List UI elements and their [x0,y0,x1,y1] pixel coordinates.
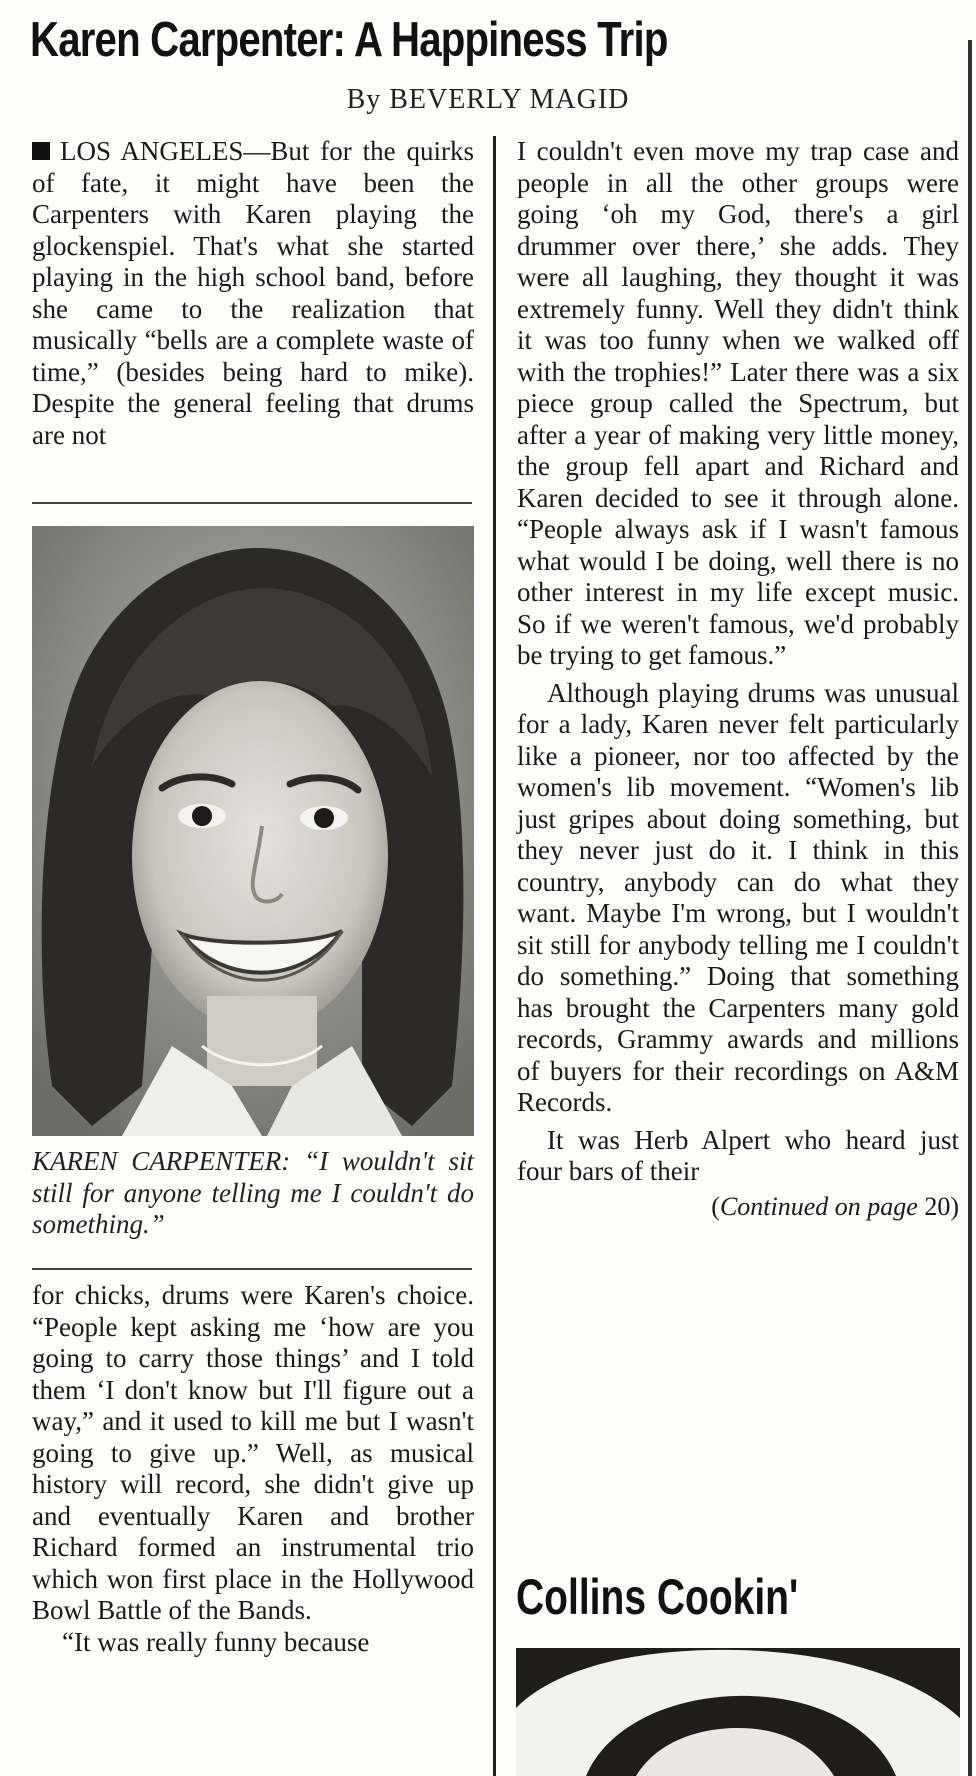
column-divider [493,136,496,1776]
karen-carpenter-photo [32,526,474,1136]
paragraph-womens-lib: Although playing drums was unusual for a lady, Karen never felt particularly like a pioneer, nor too affected by the women's lib movement. “Women's lib just gripes about doing something, but they never just do it. I think in this country, anybody can do what they want. Maybe I'm wrong, but I wouldn't sit still for anybody telling me I couldn't do something.” Doing that something has brought the Carpenters many gold records, Grammy awards and millions of buyers for their recordings on A&M Records. [517,677,959,1117]
next-article-headline: Collins Cookin' [516,1569,799,1625]
square-bullet-icon [32,142,50,160]
article-byline: By BEVERLY MAGID [346,84,630,115]
page-edge-rule [968,40,972,1776]
photo-caption: KAREN CARPENTER: “I wouldn't sit still for anyone telling me I couldn't do something.” [32,1146,474,1239]
lead-paragraph: LOS ANGELES—But for the quirks of fate, it might have been the Carpenters with Karen playing the glockenspiel. That's what she started playing in the high school band, before she came to the realization that musically “bells are a complete waste of time,” (besides being hard to mike). Despite the general feeling that drums are not [32,136,474,450]
article-headline: Karen Carpenter: A Happiness Trip [30,13,668,67]
paragraph-herb-alpert: It was Herb Alpert who heard just four bars of their [517,1124,959,1186]
paragraph-funny: “It was really funny because [62,1626,370,1657]
divider-below-caption [32,1268,472,1270]
paragraph-drums: for chicks, drums were Karen's choice. “People kept asking me ‘how are you going to carry those things’ and I told them ‘I don't know but I'll figure out a way,” and it used to kill me but I wasn't going to give up.” Well, as musical history will record, she didn't give up and eventually Karen and brother Richard formed an instrumental trio which won first place in the Hollywood Bowl Battle of the Bands. [32,1280,474,1625]
continued-text: Continued on page [719,1191,918,1221]
column-left-bottom [32,1280,474,1658]
paragraph-trophies: I couldn't even move my trap case and people in all the other groups were going ‘oh my God, there's a girl drummer over there,’ she adds. They were all laughing, they thought it was extremely funny. Well they didn't think it was too funny when we walked off with the trophies!” Later there was a six piece group called the Spectrum, but after a year of making very little money, the group fell apart and Richard and Karen decided to see it through alone. “People always ask if I wasn't famous what would I be doing, well there is no other interest in my life except music. So if we weren't famous, we'd probably be trying to get famous.” [517,136,959,670]
next-article-photo [516,1648,960,1776]
column-left-top [32,136,474,451]
column-right [517,136,959,1224]
divider-above-photo [32,502,472,504]
continued-page-number: 20 [924,1191,951,1221]
continued-notice: (Continued on page 20) [711,1191,959,1221]
